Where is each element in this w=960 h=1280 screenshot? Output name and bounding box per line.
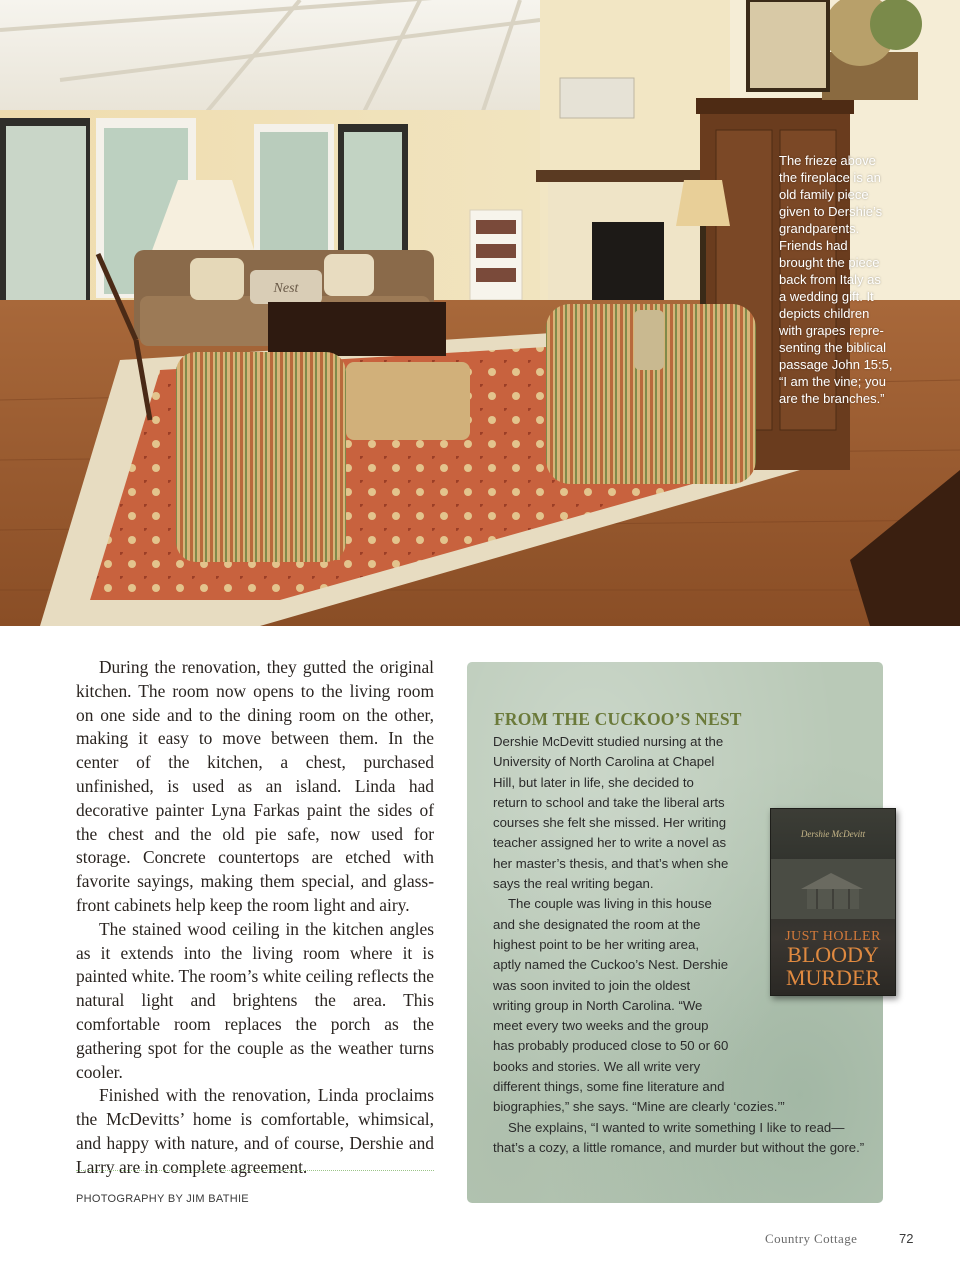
- article-paragraph: Finished with the renovation, Linda proclaims the McDevitts’ home is comfortable, whimsical, and happy with nature, and of course, Dershie and Larry are in complete agreement.: [76, 1085, 434, 1177]
- sidebar-paragraph: Dershie McDevitt studied nursing at the University of North Carolina at Chapel Hill, but later in life, she decided to return to school and take the liberal arts courses she felt she missed. Her writing teacher assigned her to write a novel as her master’s thesis, and that’s when she says the real writing began.: [493, 734, 729, 892]
- book-title-line2: BLOODY MURDER: [785, 942, 881, 990]
- armchair-right: [546, 304, 756, 484]
- hero-photo: [0, 0, 960, 626]
- photo-caption: The frieze above the fireplace is an old family piece given to Dershie’s grandparents. Friends had brought the piece back from Italy as a wedding gift. It depicts children with grapes repre- senting the biblical passage John 15:5, “I am the vine; you are the branches.”: [779, 153, 893, 406]
- book-cover-house-illustration: [771, 859, 895, 919]
- sidebar-title: FROM THE CUCKOO’S NEST: [494, 709, 742, 729]
- article-paragraph: During the renovation, they gutted the original kitchen. The room now opens to the living room on one side and to the dining room on the other, making it easy to move between them. In the center of the kitchen, a chest, purchased unfinished, is used as an island. Linda had decorative painter Lyna Farkas paint the sides of the chest and the old pie safe, now used for storage. Concrete countertops are etched with favorite sayings, making them special, and glass-front cabinets help keep the room light and airy.: [76, 657, 434, 915]
- page-number: 72: [899, 1231, 914, 1246]
- magazine-name: Country Cottage: [765, 1231, 858, 1246]
- sidebar-paragraph: The couple was living in this house and she designated the room at the highest point to be her writing area, aptly named the Cuckoo’s Nest. Dershie was soon invited to join the oldest writing group in North Carolina. “We meet every two weeks and the group has probably produced close to 50 or 60 books and stories. We all write very different things, some fine literature and biographies,” she says. “Mine are clearly ‘cozies.’”: [493, 896, 785, 1115]
- sidebar-paragraph: She explains, “I wanted to write something I like to read—that’s a cozy, a little romance, and murder but without the gore.”: [493, 1119, 865, 1155]
- dotted-divider: [76, 1170, 434, 1171]
- pillow-text: Nest: [273, 281, 299, 296]
- book-title-line1: JUST HOLLER: [785, 929, 881, 944]
- article-body: [76, 656, 434, 1180]
- book-cover: [770, 808, 896, 996]
- armchair-left: [176, 352, 346, 562]
- photo-credit: PHOTOGRAPHY BY JIM BATHIE: [76, 1193, 249, 1205]
- book-author: Dershie McDevitt: [800, 829, 866, 839]
- article-paragraph: The stained wood ceiling in the kitchen angles as it extends into the living room where it is painted white. The room’s white ceiling reflects the natural light and brightens the area. This comfortable room replaces the porch as the gathering spot for the couple as the weather turns cooler.: [76, 918, 435, 1082]
